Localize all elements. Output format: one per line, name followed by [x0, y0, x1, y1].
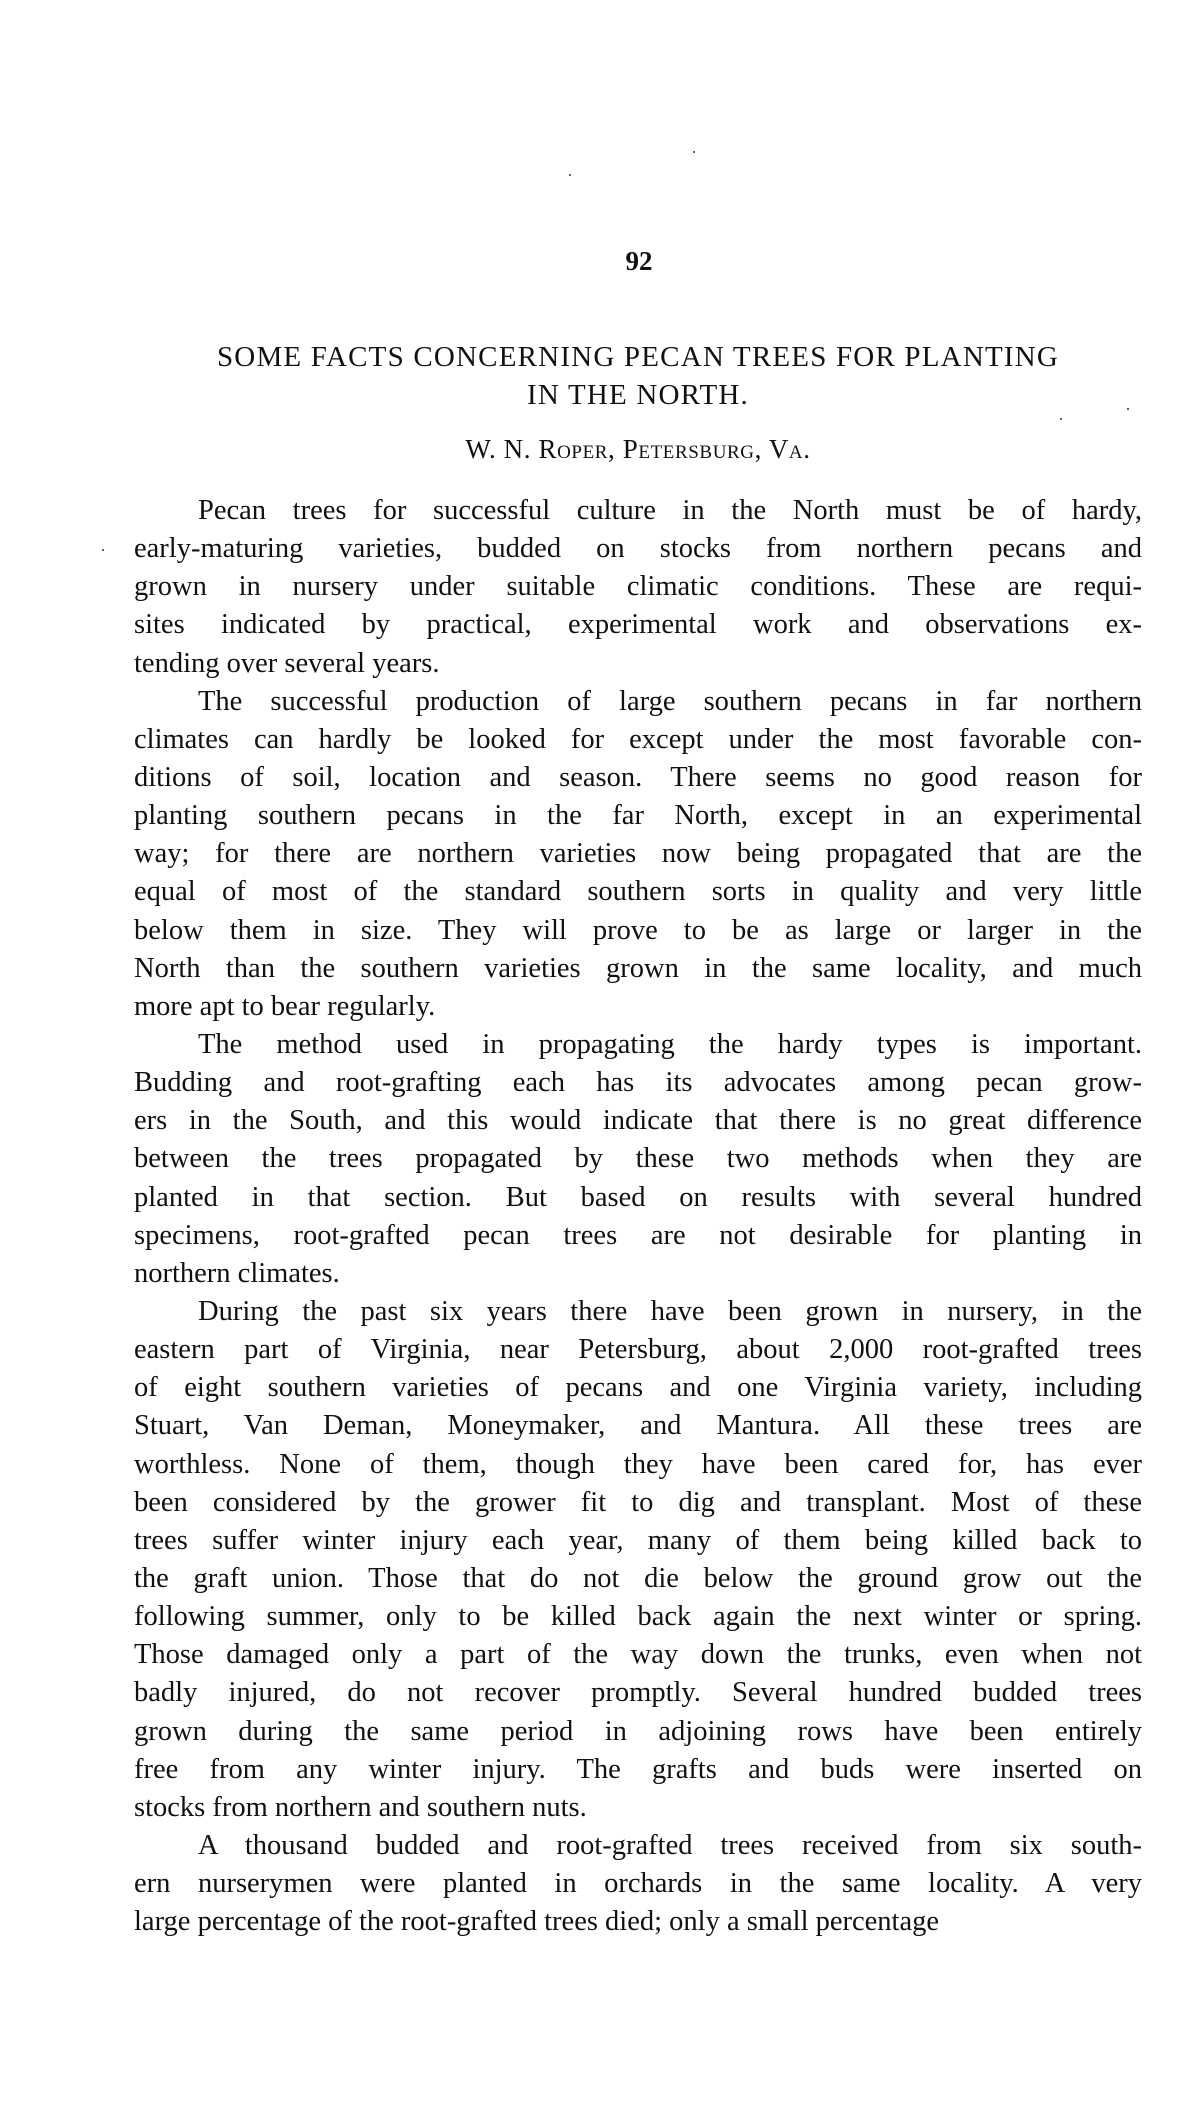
text-line: eastern part of Virginia, near Petersburg, about 2,000 root-grafted trees — [134, 1334, 1142, 1366]
paragraph — [134, 1827, 1142, 1941]
text-line: sites indicated by practical, experimental work and observations ex- — [134, 609, 1142, 641]
text-line: A thousand budded and root-grafted trees received from six south- — [198, 1829, 1142, 1861]
text-line: ers in the South, and this would indicate that there is no great difference — [134, 1105, 1142, 1137]
paragraph — [134, 1026, 1142, 1293]
text-line: worthless. None of them, though they have been cared for, has ever — [134, 1448, 1142, 1480]
page-number: 92 — [625, 246, 653, 276]
text-line: between the trees propagated by these two methods when they are — [134, 1143, 1142, 1175]
text-line: ditions of soil, location and season. There seems no good reason for — [134, 761, 1142, 793]
text-line: equal of most of the standard southern sorts in quality and very little — [134, 876, 1142, 908]
scan-speck — [1060, 418, 1062, 420]
paragraph — [134, 1293, 1142, 1827]
text-line: following summer, only to be killed back again the next winter or spring. — [134, 1601, 1142, 1633]
text-line: early-maturing varieties, budded on stocks from northern pecans and — [134, 533, 1142, 565]
text-line: Those damaged only a part of the way down the trunks, even when not — [134, 1639, 1142, 1671]
article-title-line-2: IN THE NORTH. — [527, 379, 749, 411]
scan-speck — [102, 549, 104, 551]
author-byline: W. N. Roper, Petersburg, Va. — [465, 434, 811, 464]
text-line: climates can hardly be looked for except under the most favorable con- — [134, 723, 1142, 755]
article-title-line-1: SOME FACTS CONCERNING PECAN TREES FOR PLANTING — [216, 341, 1060, 373]
text-line: Pecan trees for successful culture in the North must be of hardy, — [198, 495, 1142, 526]
article-body — [134, 492, 1142, 1941]
scan-speck — [569, 174, 571, 176]
text-line: grown in nursery under suitable climatic conditions. These are requi- — [134, 571, 1142, 603]
text-line: large percentage of the root-grafted trees died; only a small percentage — [134, 1906, 940, 1938]
text-line: way; for there are northern varieties now being propagated that are the — [134, 838, 1142, 870]
text-line: free from any winter injury. The grafts and buds were inserted on — [134, 1753, 1142, 1785]
text-line: Budding and root-grafting each has its advocates among pecan grow- — [134, 1067, 1142, 1099]
text-line: trees suffer winter injury each year, many of them being killed back to — [134, 1524, 1142, 1556]
text-line: northern climates. — [134, 1257, 340, 1289]
text-line: North than the southern varieties grown in the same locality, and much — [134, 952, 1142, 984]
text-line: The successful production of large southern pecans in far northern — [198, 685, 1142, 717]
text-line: ern nurserymen were planted in orchards in the same locality. A very — [134, 1868, 1142, 1900]
paragraph — [134, 492, 1142, 683]
text-line: The method used in propagating the hardy types is important. — [198, 1028, 1142, 1060]
text-line: badly injured, do not recover promptly. Several hundred budded trees — [134, 1677, 1142, 1709]
text-line: below them in size. They will prove to be as large or larger in the — [134, 914, 1142, 946]
scan-speck — [693, 151, 695, 153]
text-line: of eight southern varieties of pecans and one Virginia variety, including — [134, 1372, 1142, 1404]
text-line: planted in that section. But based on results with several hundred — [134, 1181, 1142, 1213]
text-line: been considered by the grower fit to dig and transplant. Most of these — [134, 1486, 1142, 1518]
text-line: grown during the same period in adjoining rows have been entirely — [134, 1715, 1142, 1747]
text-line: specimens, root-grafted pecan trees are not desirable for planting in — [134, 1219, 1142, 1251]
scan-speck — [1127, 408, 1129, 410]
text-line: Stuart, Van Deman, Moneymaker, and Mantura. All these trees are — [134, 1410, 1142, 1442]
text-line: During the past six years there have been grown in nursery, in the — [198, 1295, 1142, 1327]
paragraph — [134, 683, 1142, 1026]
text-line: stocks from northern and southern nuts. — [134, 1791, 587, 1823]
text-line: planting southern pecans in the far North, except in an experimental — [134, 800, 1142, 832]
text-line: the graft union. Those that do not die below the ground grow out the — [134, 1562, 1142, 1594]
text-line: tending over several years. — [134, 647, 440, 679]
text-line: more apt to bear regularly. — [134, 990, 436, 1022]
